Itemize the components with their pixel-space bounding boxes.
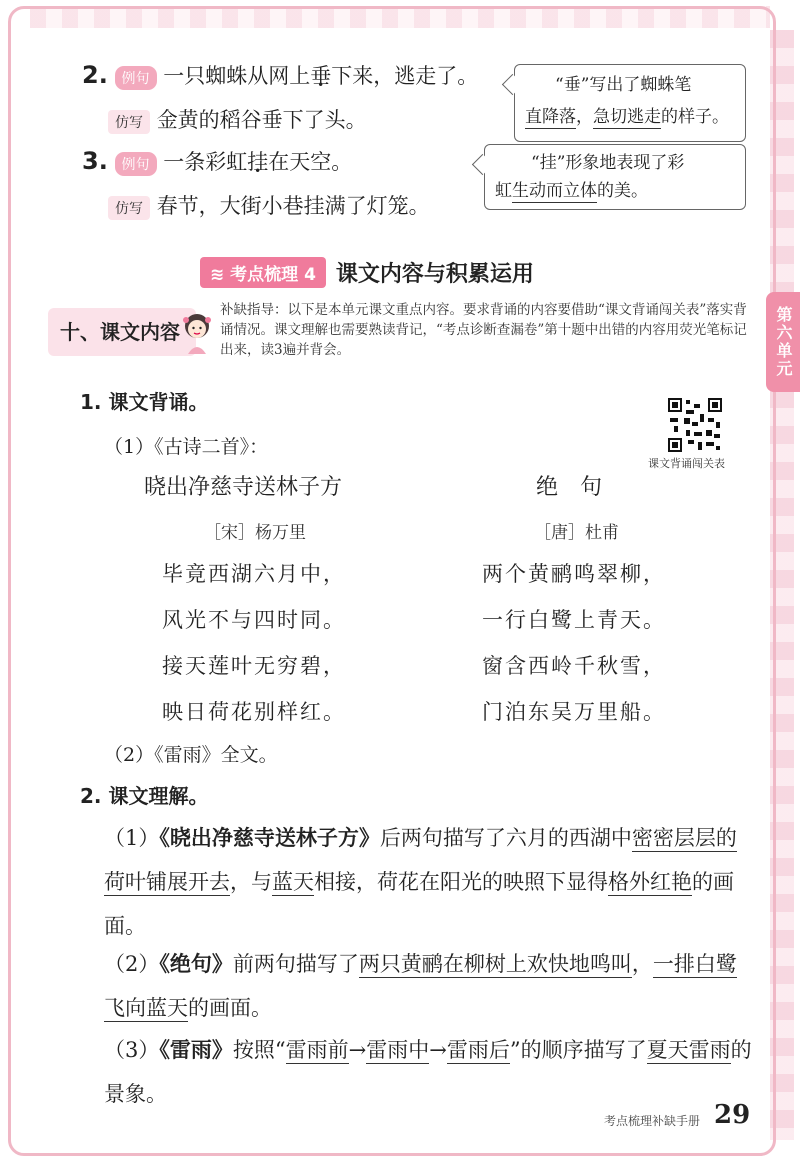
example-key-char: 垂 [310, 64, 332, 88]
banner-tag: ≋ 考点梳理 4 [200, 257, 326, 288]
example-2-sentence [82, 60, 478, 90]
part1-sub2: （2）《雷雨》全文。 [104, 744, 278, 766]
example-text-pre: 一只蜘蛛从网上 [163, 64, 311, 88]
tip-line: “挂”形象地表现了彩 [531, 153, 685, 173]
example-key-char: 挂 [247, 150, 269, 174]
item-text: → [348, 1038, 367, 1062]
tip-text: 的美。 [597, 181, 648, 201]
answer-underline: 雷雨后 [446, 1038, 510, 1062]
answer-underline: 雷雨中 [366, 1038, 430, 1062]
unit-side-tab: 第六单元 [766, 292, 800, 392]
text-title: 《晓出净慈寺送林子方》 [159, 826, 380, 850]
text-title: 《雷雨》 [159, 1038, 233, 1062]
imitation-text: 金黄的稻谷垂下了头。 [156, 108, 367, 132]
item-text: 后两句描写了六月的西湖中 [379, 826, 632, 850]
example-tag: 例句 [115, 152, 157, 176]
comprehension-item-1 [104, 816, 754, 948]
answer-underline: 格外红艳 [608, 870, 692, 894]
imitation-text: 春节，大街小巷挂满了灯笼。 [156, 194, 430, 218]
poem2-line: 窗含西岭千秋雪， [482, 654, 666, 678]
poem2-line: 两个黄鹂鸣翠柳， [482, 562, 666, 586]
example-text-pre: 一条彩虹 [163, 150, 248, 174]
example-2-imitation [108, 104, 367, 134]
tip-underline: 生动而立体 [512, 181, 597, 201]
answer-underline: 两只黄鹂在柳树上欢快地鸣叫 [358, 952, 632, 976]
girl-cartoon-icon [178, 310, 216, 354]
item-text: 的景象。 [104, 1038, 752, 1106]
poem2-line: 门泊东吴万里船。 [482, 700, 666, 724]
poem1-line: 毕竟西湖六月中， [162, 562, 346, 586]
answer-underline: 密密层层的荷叶铺展开去 [104, 826, 737, 894]
example-text-post: 下来，逃走了。 [331, 64, 479, 88]
poem2-title: 绝 句 [536, 475, 603, 500]
part1-heading: 1. 课文背诵。 [80, 390, 209, 414]
item-text: → [429, 1038, 447, 1062]
poem1-line: 风光不与四时同。 [162, 608, 346, 632]
tip-underline: 急切逃走 [593, 107, 661, 127]
poem2-line: 一行白鹭上青天。 [482, 608, 666, 632]
answer-underline: 蓝天 [272, 870, 314, 894]
answer-underline: 夏天雷雨 [646, 1038, 731, 1062]
item-text: 的画面。 [188, 996, 272, 1020]
study-guide-text: 补缺指导：以下是本单元课文重点内容。要求背诵的内容要借助“课文背诵闯关表”落实背诵情况。课文理解也需要熟读背记，“考点诊断查漏卷”第十题中出错的内容用荧光笔标记出来，读3遍并背会。 [220, 302, 747, 358]
item-text: 按照“ [232, 1038, 286, 1062]
comprehension-item-2 [104, 942, 754, 1030]
qr-label: 课文背诵闯关表 [648, 457, 725, 470]
poem2-author: ［唐］杜甫 [534, 523, 619, 543]
tip-text: 虹 [495, 181, 512, 201]
item-number: （2） [104, 952, 160, 976]
section-title: 十、课文内容 [48, 308, 196, 356]
tip-line [525, 101, 735, 133]
item-text: ，与 [230, 870, 272, 894]
example-3-imitation [108, 190, 430, 220]
tip-line: “垂”写出了蜘蛛笔 [555, 75, 692, 95]
imitation-tag: 仿写 [108, 196, 150, 220]
answer-underline: 一排白鹭飞向蓝天 [104, 952, 737, 1020]
item-text: 前两句描写了 [232, 952, 359, 976]
part1-sub1: （1）《古诗二首》： [104, 436, 269, 458]
example-3-tip [484, 144, 746, 210]
tip-text: 的样子。 [661, 107, 729, 127]
section-banner [200, 255, 534, 289]
item-number: （3） [104, 1038, 160, 1062]
poem1-title: 晓出净慈寺送林子方 [144, 475, 343, 500]
example-text-post: 在天空。 [268, 150, 353, 174]
answer-underline: 雷雨前 [285, 1038, 349, 1062]
poem1-author: ［宋］杨万里 [204, 523, 306, 543]
tip-text: ， [576, 107, 593, 127]
item-text: ”的顺序描写了 [509, 1038, 647, 1062]
example-tag: 例句 [115, 66, 157, 90]
qr-code-icon[interactable] [668, 398, 722, 452]
example-number: 2. [82, 61, 108, 89]
banner-title: 课文内容与积累运用 [335, 261, 534, 287]
text-title: 《绝句》 [159, 952, 233, 976]
page-number: 29 [714, 1100, 751, 1130]
comprehension-item-3 [104, 1028, 754, 1116]
part2-heading: 2. 课文理解。 [80, 784, 209, 808]
item-number: （1） [104, 826, 160, 850]
item-text: 相接，荷花在阳光的映照下显得 [314, 870, 608, 894]
tip-underline: 直降落 [525, 107, 576, 127]
item-text: ， [631, 952, 653, 976]
poem1-line: 接天莲叶无穷碧， [162, 654, 346, 678]
imitation-tag: 仿写 [108, 110, 150, 134]
example-3-sentence [82, 146, 352, 176]
example-number: 3. [82, 147, 108, 175]
item-text: 的画面。 [104, 870, 734, 938]
footer-book-title: 考点梳理补缺手册 [604, 1114, 701, 1128]
tip-line [495, 177, 735, 205]
poem1-line: 映日荷花别样红。 [162, 700, 346, 724]
example-2-tip [514, 64, 746, 142]
